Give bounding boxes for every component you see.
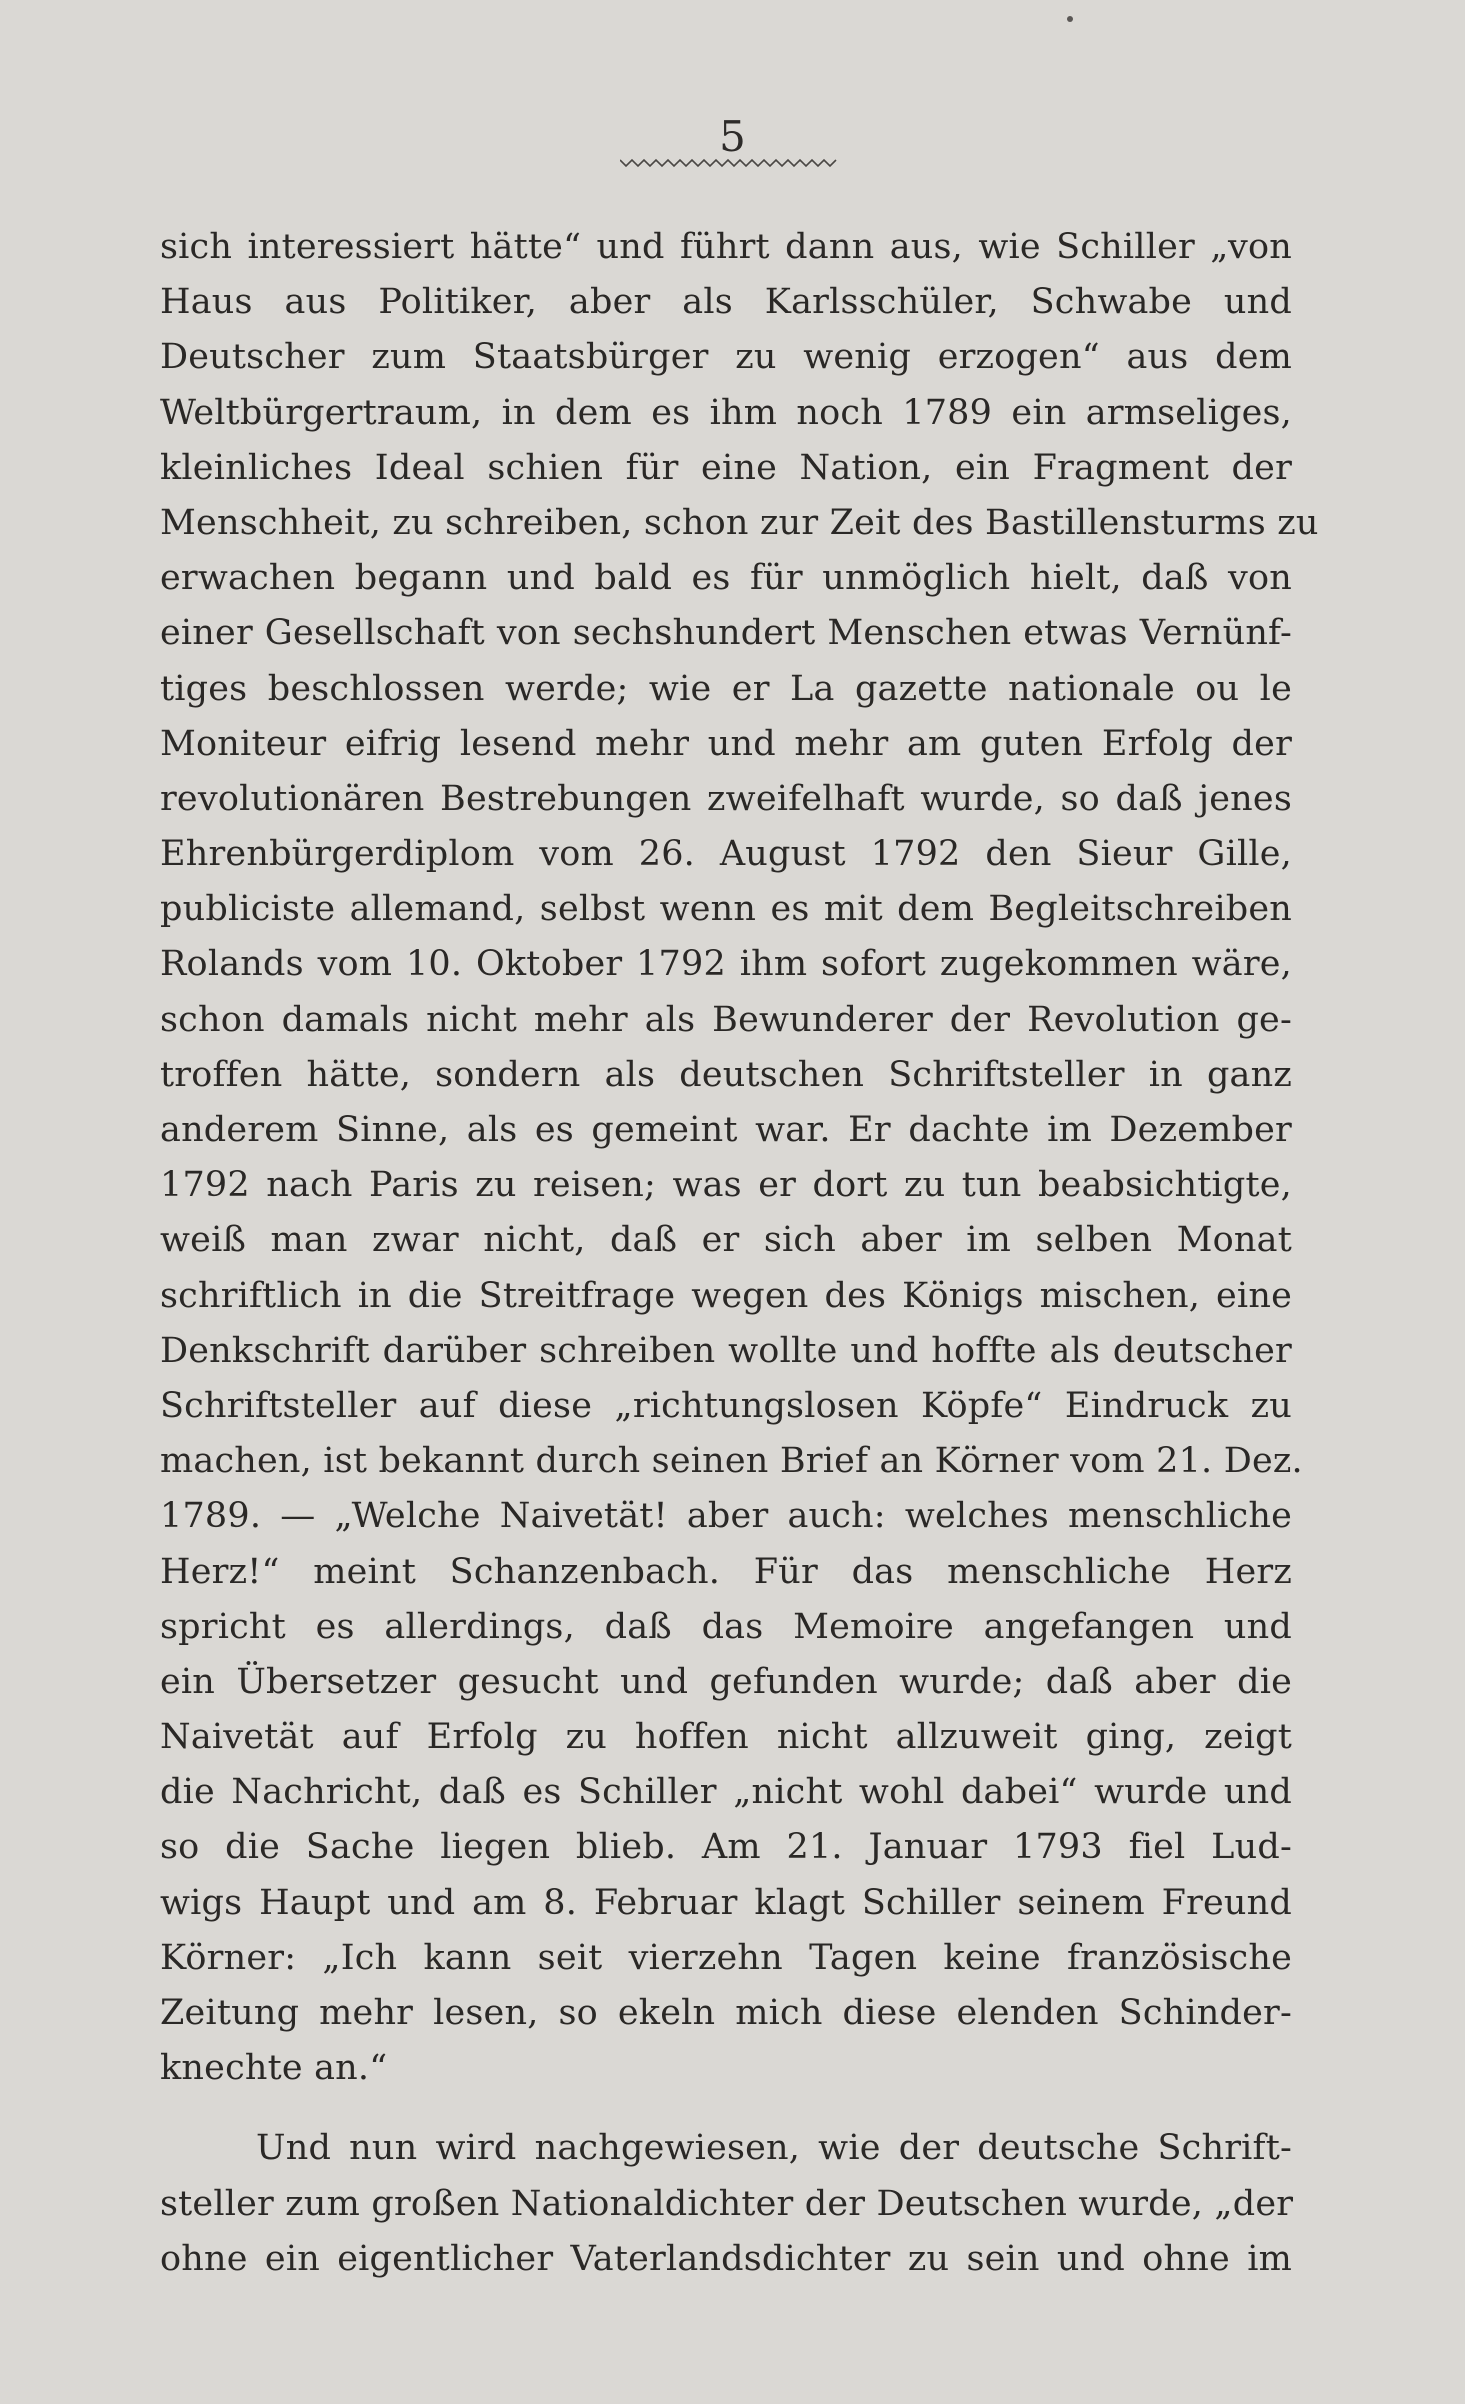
- text-line: anderem Sinne, als es gemeint war. Er dachte im Dezember: [160, 1110, 1292, 1150]
- text-line: Denkschrift darüber schreiben wollte und hoffte als deutscher: [160, 1330, 1292, 1371]
- body-text: [160, 220, 1319, 2287]
- text-line: erwachen begann und bald es für unmöglich hielt, daß von: [160, 558, 1292, 599]
- text-line: Naivetät auf Erfolg zu hoffen nicht allzuweit ging, zeigt: [160, 1717, 1292, 1758]
- text-line: Weltbürgertraum, in dem es ihm noch 1789 ein armseliges,: [160, 392, 1292, 433]
- text-line: Und nun wird nachgewiesen, wie der deutsche Schrift-: [256, 2128, 1292, 2169]
- text-line: Haus aus Politiker, aber als Karlsschüler, Schwabe und: [160, 282, 1292, 323]
- text-line: Schriftsteller auf diese „richtungslosen Köpfe“ Eindruck zu: [160, 1385, 1292, 1426]
- text-line: 1789. — „Welche Naivetät! aber auch: welches menschliche: [160, 1496, 1292, 1537]
- text-line: sich interessiert hätte“ und führt dann aus, wie Schiller „von: [160, 227, 1292, 267]
- text-line: machen, ist bekannt durch seinen Brief an Körner vom 21. Dez.: [160, 1441, 1303, 1482]
- text-line: knechte an.“: [160, 2048, 388, 2089]
- text-line: ein Übersetzer gesucht und gefunden wurde; daß aber die: [160, 1661, 1292, 1702]
- text-line: schriftlich in die Streitfrage wegen des Königs mischen, eine: [160, 1275, 1292, 1316]
- ink-speck: [1067, 16, 1073, 22]
- wavy-rule-ornament: [620, 156, 840, 170]
- text-line: wigs Haupt und am 8. Februar klagt Schiller seinem Freund: [160, 1882, 1292, 1923]
- text-line: steller zum großen Nationaldichter der Deutschen wurde, „der: [160, 2183, 1294, 2224]
- text-line: revolutionären Bestrebungen zweifelhaft wurde, so daß jenes: [160, 778, 1292, 819]
- text-line: so die Sache liegen blieb. Am 21. Januar 1793 fiel Lud-: [160, 1827, 1292, 1868]
- text-line: Zeitung mehr lesen, so ekeln mich diese elenden Schinder-: [160, 1993, 1292, 2033]
- text-line: Deutscher zum Staatsbürger zu wenig erzogen“ aus dem: [160, 337, 1292, 378]
- text-line: 1792 nach Paris zu reisen; was er dort zu tun beabsichtigte,: [160, 1165, 1292, 1206]
- text-line: Körner: „Ich kann seit vierzehn Tagen keine französische: [160, 1937, 1292, 1978]
- text-line: weiß man zwar nicht, daß er sich aber im selben Monat: [160, 1220, 1292, 1261]
- text-line: ohne ein eigentlicher Vaterlandsdichter zu sein und ohne im: [160, 2238, 1292, 2279]
- text-line: spricht es allerdings, daß das Memoire angefangen und: [160, 1606, 1292, 1647]
- text-line: schon damals nicht mehr als Bewunderer der Revolution ge-: [160, 999, 1292, 1040]
- text-line: kleinliches Ideal schien für eine Nation, ein Fragment der: [160, 447, 1292, 488]
- page-number: 5: [719, 112, 746, 161]
- text-line: Ehrenbürgerdiplom vom 26. August 1792 den Sieur Gille,: [160, 834, 1292, 875]
- text-line: Moniteur eifrig lesend mehr und mehr am guten Erfolg der: [160, 723, 1292, 764]
- text-line: Rolands vom 10. Oktober 1792 ihm sofort zugekommen wäre,: [160, 944, 1292, 985]
- text-line: troffen hätte, sondern als deutschen Schriftsteller in ganz: [160, 1054, 1292, 1095]
- text-line: einer Gesellschaft von sechshundert Menschen etwas Vernünf-: [160, 613, 1292, 654]
- text-line: Menschheit, zu schreiben, schon zur Zeit des Bastillensturms zu: [160, 502, 1319, 543]
- text-line: Herz!“ meint Schanzenbach. Für das menschliche Herz: [160, 1551, 1292, 1592]
- text-line: die Nachricht, daß es Schiller „nicht wohl dabei“ wurde und: [160, 1772, 1292, 1813]
- text-line: publiciste allemand, selbst wenn es mit dem Begleitschreiben: [160, 889, 1292, 930]
- text-line: tiges beschlossen werde; wie er La gazette nationale ou le: [160, 668, 1292, 709]
- paragraph-gap: [160, 2096, 1292, 2121]
